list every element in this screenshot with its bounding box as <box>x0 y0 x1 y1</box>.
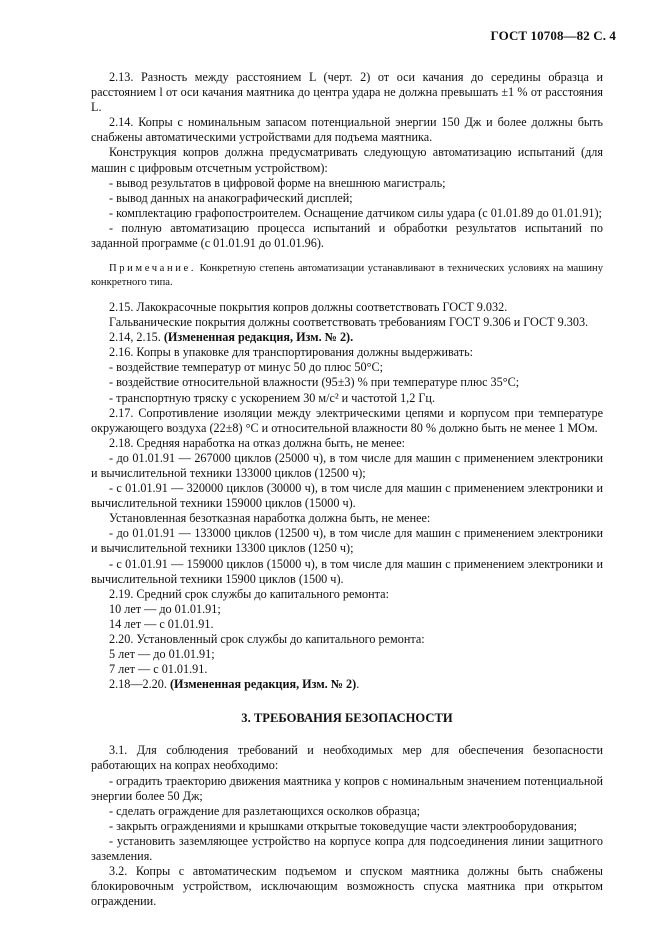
list-item: 10 лет — до 01.01.91; <box>109 601 221 616</box>
amendment-note <box>91 677 603 692</box>
list-item: 14 лет — с 01.01.91. <box>109 616 214 631</box>
list-item: - оградить траекторию движения маятника у копров с номинальным значением потенциальной энергии более 50 Дж; <box>91 773 603 803</box>
paragraph-automation-intro: Конструкция копров должна предусматривать следующую автоматизацию испытаний (для машин с цифровым отсчетным устройством): <box>91 145 603 175</box>
paragraph-3-2: 3.2. Копры с автоматическим подъемом и спуском маятника должны быть снабжены блокировочным устройством, исключающим возможность спуска маятника при открытом ограждении. <box>91 864 603 909</box>
list-item: - установить заземляющее устройство на корпусе копра для подсоединения линии защитного заземления. <box>91 833 603 864</box>
list-item: - вывод данных на анакографический дисплей; <box>109 190 353 205</box>
list-item: - до 01.01.91 — 133000 циклов (12500 ч), в том числе для машин с применением электроники и вычислительной техники 13300 циклов (1250 ч); <box>91 526 603 556</box>
paragraph-2-15: 2.15. Лакокрасочные покрытия копров должны соответствовать ГОСТ 9.032. <box>109 299 508 314</box>
paragraph-2-13: 2.13. Разность между расстоянием L (черт. 2) от оси качания до середины образца и расстоянием l от оси качания маятника до центра удара не должна превышать ±1 % от расстояния L. <box>91 70 603 115</box>
amendment-text: (Измененная редакция, Изм. № 2). <box>163 330 354 345</box>
list-item: 7 лет — с 01.01.91. <box>109 662 208 677</box>
paragraph-reliability: Установленная безотказная наработка должна быть, не менее: <box>109 511 431 526</box>
list-item: - с 01.01.91 — 159000 циклов (15000 ч), в том числе для машин с применением электроники и вычислительной техники 15900 циклов (1500 ч). <box>91 556 603 586</box>
list-item: - вывод результатов в цифровой форме на внешнюю магистраль; <box>109 175 446 190</box>
list-item: - воздействие относительной влажности (95±3) % при температуре плюс 35°С; <box>109 375 520 390</box>
paragraph-2-14: 2.14. Копры с номинальным запасом потенциальной энергии 150 Дж и более должны быть снабжены автоматическими устройствами для подъема маятника. <box>91 115 603 145</box>
amendment-text: (Измененная редакция, Изм. № 2) <box>169 677 357 692</box>
paragraph-2-16: 2.16. Копры в упаковке для транспортирования должны выдерживать: <box>109 345 474 360</box>
paragraph-2-19: 2.19. Средний срок службы до капитального ремонта: <box>109 586 389 601</box>
amendment-ref: 2.14, 2.15. <box>109 330 161 345</box>
document-body <box>91 70 603 909</box>
section-title: 3. ТРЕБОВАНИЯ БЕЗОПАСНОСТИ <box>241 711 453 726</box>
paragraph-3-1: 3.1. Для соблюдения требований и необходимых мер для обеспечения безопасности работающих на копрах необходимо: <box>91 743 603 773</box>
list-item: - закрыть ограждениями и крышками открытые токоведущие части электрооборудования; <box>109 818 578 833</box>
list-item: 5 лет — до 01.01.91; <box>109 647 215 662</box>
list-item: - до 01.01.91 — 267000 циклов (25000 ч), в том числе для машин с применением электроники и вычислительной техники 133000 циклов (12500 ч); <box>91 450 603 480</box>
list-item: - комплектацию графопостроителем. Оснащение датчиком силы удара (с 01.01.89 до 01.01.91); <box>109 205 602 220</box>
note-label: Примечание. <box>109 263 197 275</box>
amendment-note <box>91 330 603 345</box>
list-item: - с 01.01.91 — 320000 циклов (30000 ч), в том числе для машин с применением электроники и вычислительной техники 159000 циклов (15000 ч). <box>91 481 603 511</box>
note-text: Конкретную степень автоматизации устанавливают в технических условиях на машину конкретного типа. <box>91 263 603 288</box>
list-item: - полную автоматизацию процесса испытаний и обработки результатов испытаний по заданной программе (с 01.01.91 до 01.01.96). <box>91 220 603 251</box>
list-item: - воздействие температур от минус 50 до плюс 50°С; <box>109 360 383 375</box>
paragraph-galvanic: Гальванические покрытия должны соответствовать требованиям ГОСТ 9.306 и ГОСТ 9.303. <box>109 315 589 330</box>
note <box>91 262 603 289</box>
paragraph-2-20: 2.20. Установленный срок службы до капитального ремонта: <box>109 632 425 646</box>
list-item: - сделать ограждение для разлетающихся осколков образца; <box>109 803 421 818</box>
amendment-ref: 2.18—2.20. <box>109 677 167 692</box>
paragraph-2-17: 2.17. Сопротивление изоляции между электрическими цепями и корпусом при температуре окружающего воздуха (22±8) °С и относительной влажности 80 % должно быть не менее 1 МОм. <box>91 405 603 435</box>
page-header: ГОСТ 10708—82 С. 4 <box>490 28 616 43</box>
amendment-period: . <box>356 677 360 692</box>
paragraph-2-18: 2.18. Средняя наработка на отказ должна быть, не менее: <box>109 435 406 450</box>
list-item: - транспортную тряску с ускорением 30 м/с² и частотой 1,2 Гц. <box>109 390 435 405</box>
